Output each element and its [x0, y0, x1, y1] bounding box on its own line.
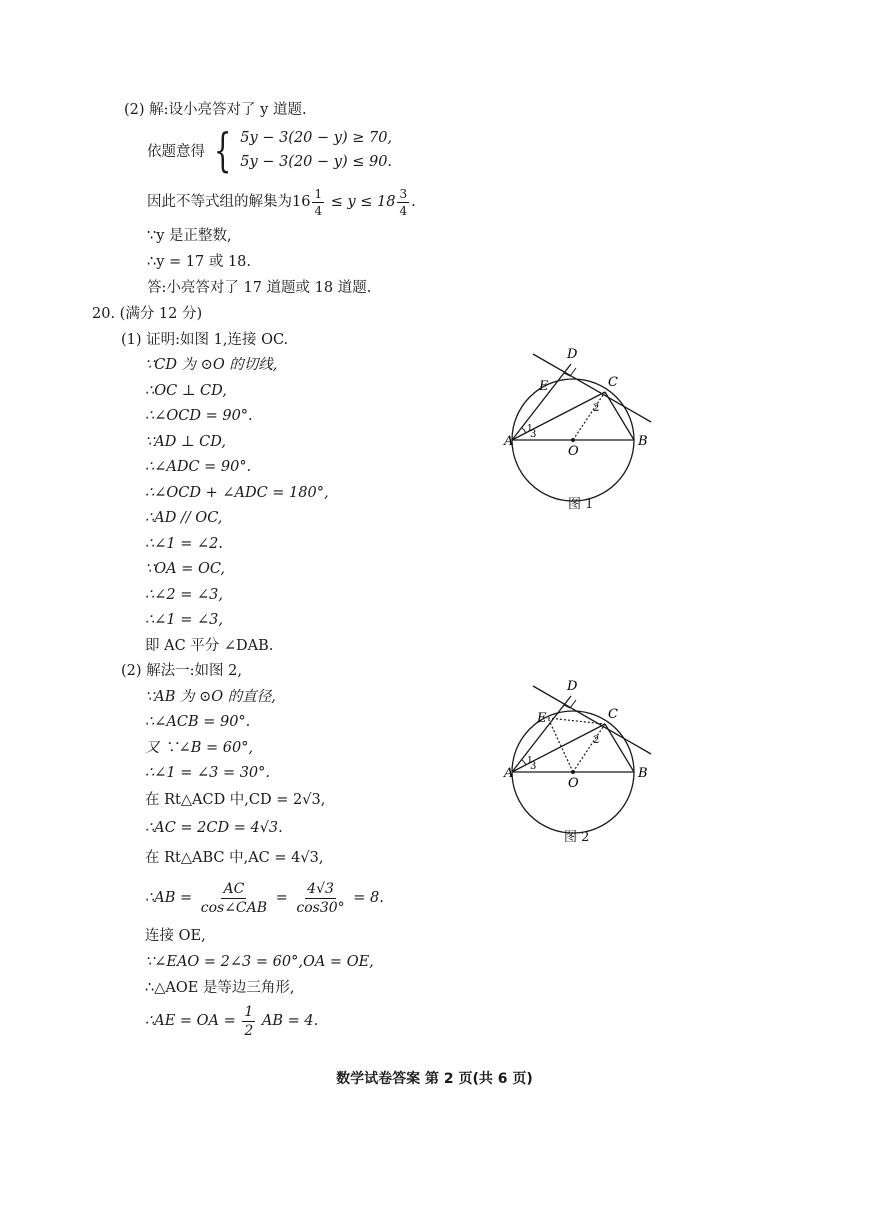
fraction-one-half: $\frac{1}{2}$ [244, 1003, 254, 1039]
point-label: D [567, 347, 578, 362]
page-footer: 数学试卷答案 第 2 页(共 6 页) [336, 1071, 533, 1087]
ae-computation: ∴AE = OA = $\frac{1}{2}$ AB = 4. [145, 1003, 319, 1039]
point-label: E [537, 711, 547, 726]
proof-line: ∴OC ⊥ CD, [145, 383, 227, 399]
solution-line: ∴∠1 = ∠3 = 30°. [145, 765, 271, 781]
point-label: B [638, 434, 648, 449]
solution-line: ∴∠ACB = 90°. [145, 714, 251, 730]
part2-method1-heading: (2) 解法一:如图 2, [121, 663, 242, 679]
proof-line: ∴∠OCD = 90°. [145, 408, 253, 424]
angle-label: 2 [593, 735, 600, 746]
point-label: A [504, 766, 514, 781]
proof-conclusion: 即 AC 平分 ∠DAB. [145, 638, 274, 654]
proof-line: ∵AD ⊥ CD, [145, 434, 226, 450]
figure-1-caption: 图 1 [568, 497, 594, 512]
solution-line: 又 ∵∠B = 60°, [145, 740, 254, 756]
proof-line: ∴∠1 = ∠3, [145, 612, 223, 628]
point-label: D [567, 679, 578, 694]
point-label: C [608, 707, 618, 722]
proof-line: ∴∠ADC = 90°. [145, 459, 252, 475]
angle-label: 2 [593, 403, 600, 414]
angle-label: 3 [530, 761, 537, 772]
solution-line: ∴AC = 2CD = 4√3. [145, 820, 283, 836]
proof-line: ∴∠1 = ∠2. [145, 536, 223, 552]
figure-1-diagram [504, 347, 665, 510]
figure-2-caption: 图 2 [564, 830, 590, 845]
proof-line: ∵CD 为 ⊙O 的切线, [145, 357, 278, 373]
integer-condition: ∵y 是正整数, [147, 228, 232, 244]
fraction-three-quarters: $\frac{3}{4}$ [399, 186, 408, 218]
point-label: E [539, 379, 549, 394]
angle-label: 3 [530, 429, 537, 440]
brace-symbol: { [213, 123, 232, 177]
inequality-system [147, 123, 393, 177]
fraction-ac-over-cos: $\frac{AC}{\text{cos∠CAB}}$ [200, 880, 268, 916]
ab-computation: ∴AB = $\frac{AC}{\text{cos∠CAB}}$ = $\frac{4√3}{\cos 30^\circ}$ = 8. [145, 880, 384, 916]
point-label: B [638, 766, 648, 781]
system-label: 依题意得 [147, 143, 205, 160]
proof-line: ∴∠2 = ∠3, [145, 587, 223, 603]
solution-line: 在 Rt△ABC 中,AC = 4√3, [145, 850, 324, 866]
figure-2-diagram [504, 679, 665, 842]
angle-label: 1 [527, 424, 533, 434]
inequality-row-1: 5y − 3(20 − y) ≥ 70, [240, 130, 393, 146]
angle-label: 1 [527, 756, 533, 766]
point-label: C [608, 375, 618, 390]
angle-eao: ∵∠EAO = 2∠3 = 60°,OA = OE, [145, 954, 374, 970]
point-label: O [568, 776, 579, 791]
proof-line: ∵OA = OC, [145, 561, 226, 577]
point-label: O [568, 444, 579, 459]
part2-heading: (2) 解:设小亮答对了 y 道题. [124, 102, 307, 118]
solution-set-line: 因此不等式组的解集为16 $\frac{1}{4}$ ≤ y ≤ 18 $\frac{3}{4}$ . [147, 186, 416, 218]
connect-oe: 连接 OE, [145, 928, 206, 944]
inequality-row-2: 5y − 3(20 − y) ≤ 90. [240, 154, 393, 170]
proof-line: ∴AD // OC, [145, 510, 223, 526]
answer-line: 答:小亮答对了 17 道题或 18 道题. [147, 280, 372, 296]
point-label: A [504, 434, 514, 449]
fraction-one-quarter: $\frac{1}{4}$ [314, 186, 323, 218]
equilateral-triangle: ∴△AOE 是等边三角形, [145, 980, 295, 996]
y-values: ∴y = 17 或 18. [147, 254, 252, 270]
part1-heading: (1) 证明:如图 1,连接 OC. [121, 332, 289, 348]
fraction-4root3-over-cos30: $\frac{4√3}{\cos 30^\circ}$ [296, 880, 345, 916]
question-20-heading: 20. (满分 12 分) [92, 306, 203, 322]
solution-line: 在 Rt△ACD 中,CD = 2√3, [145, 792, 326, 808]
solution-line: ∵AB 为 ⊙O 的直径, [145, 689, 276, 705]
proof-line: ∴∠OCD + ∠ADC = 180°, [145, 485, 329, 501]
